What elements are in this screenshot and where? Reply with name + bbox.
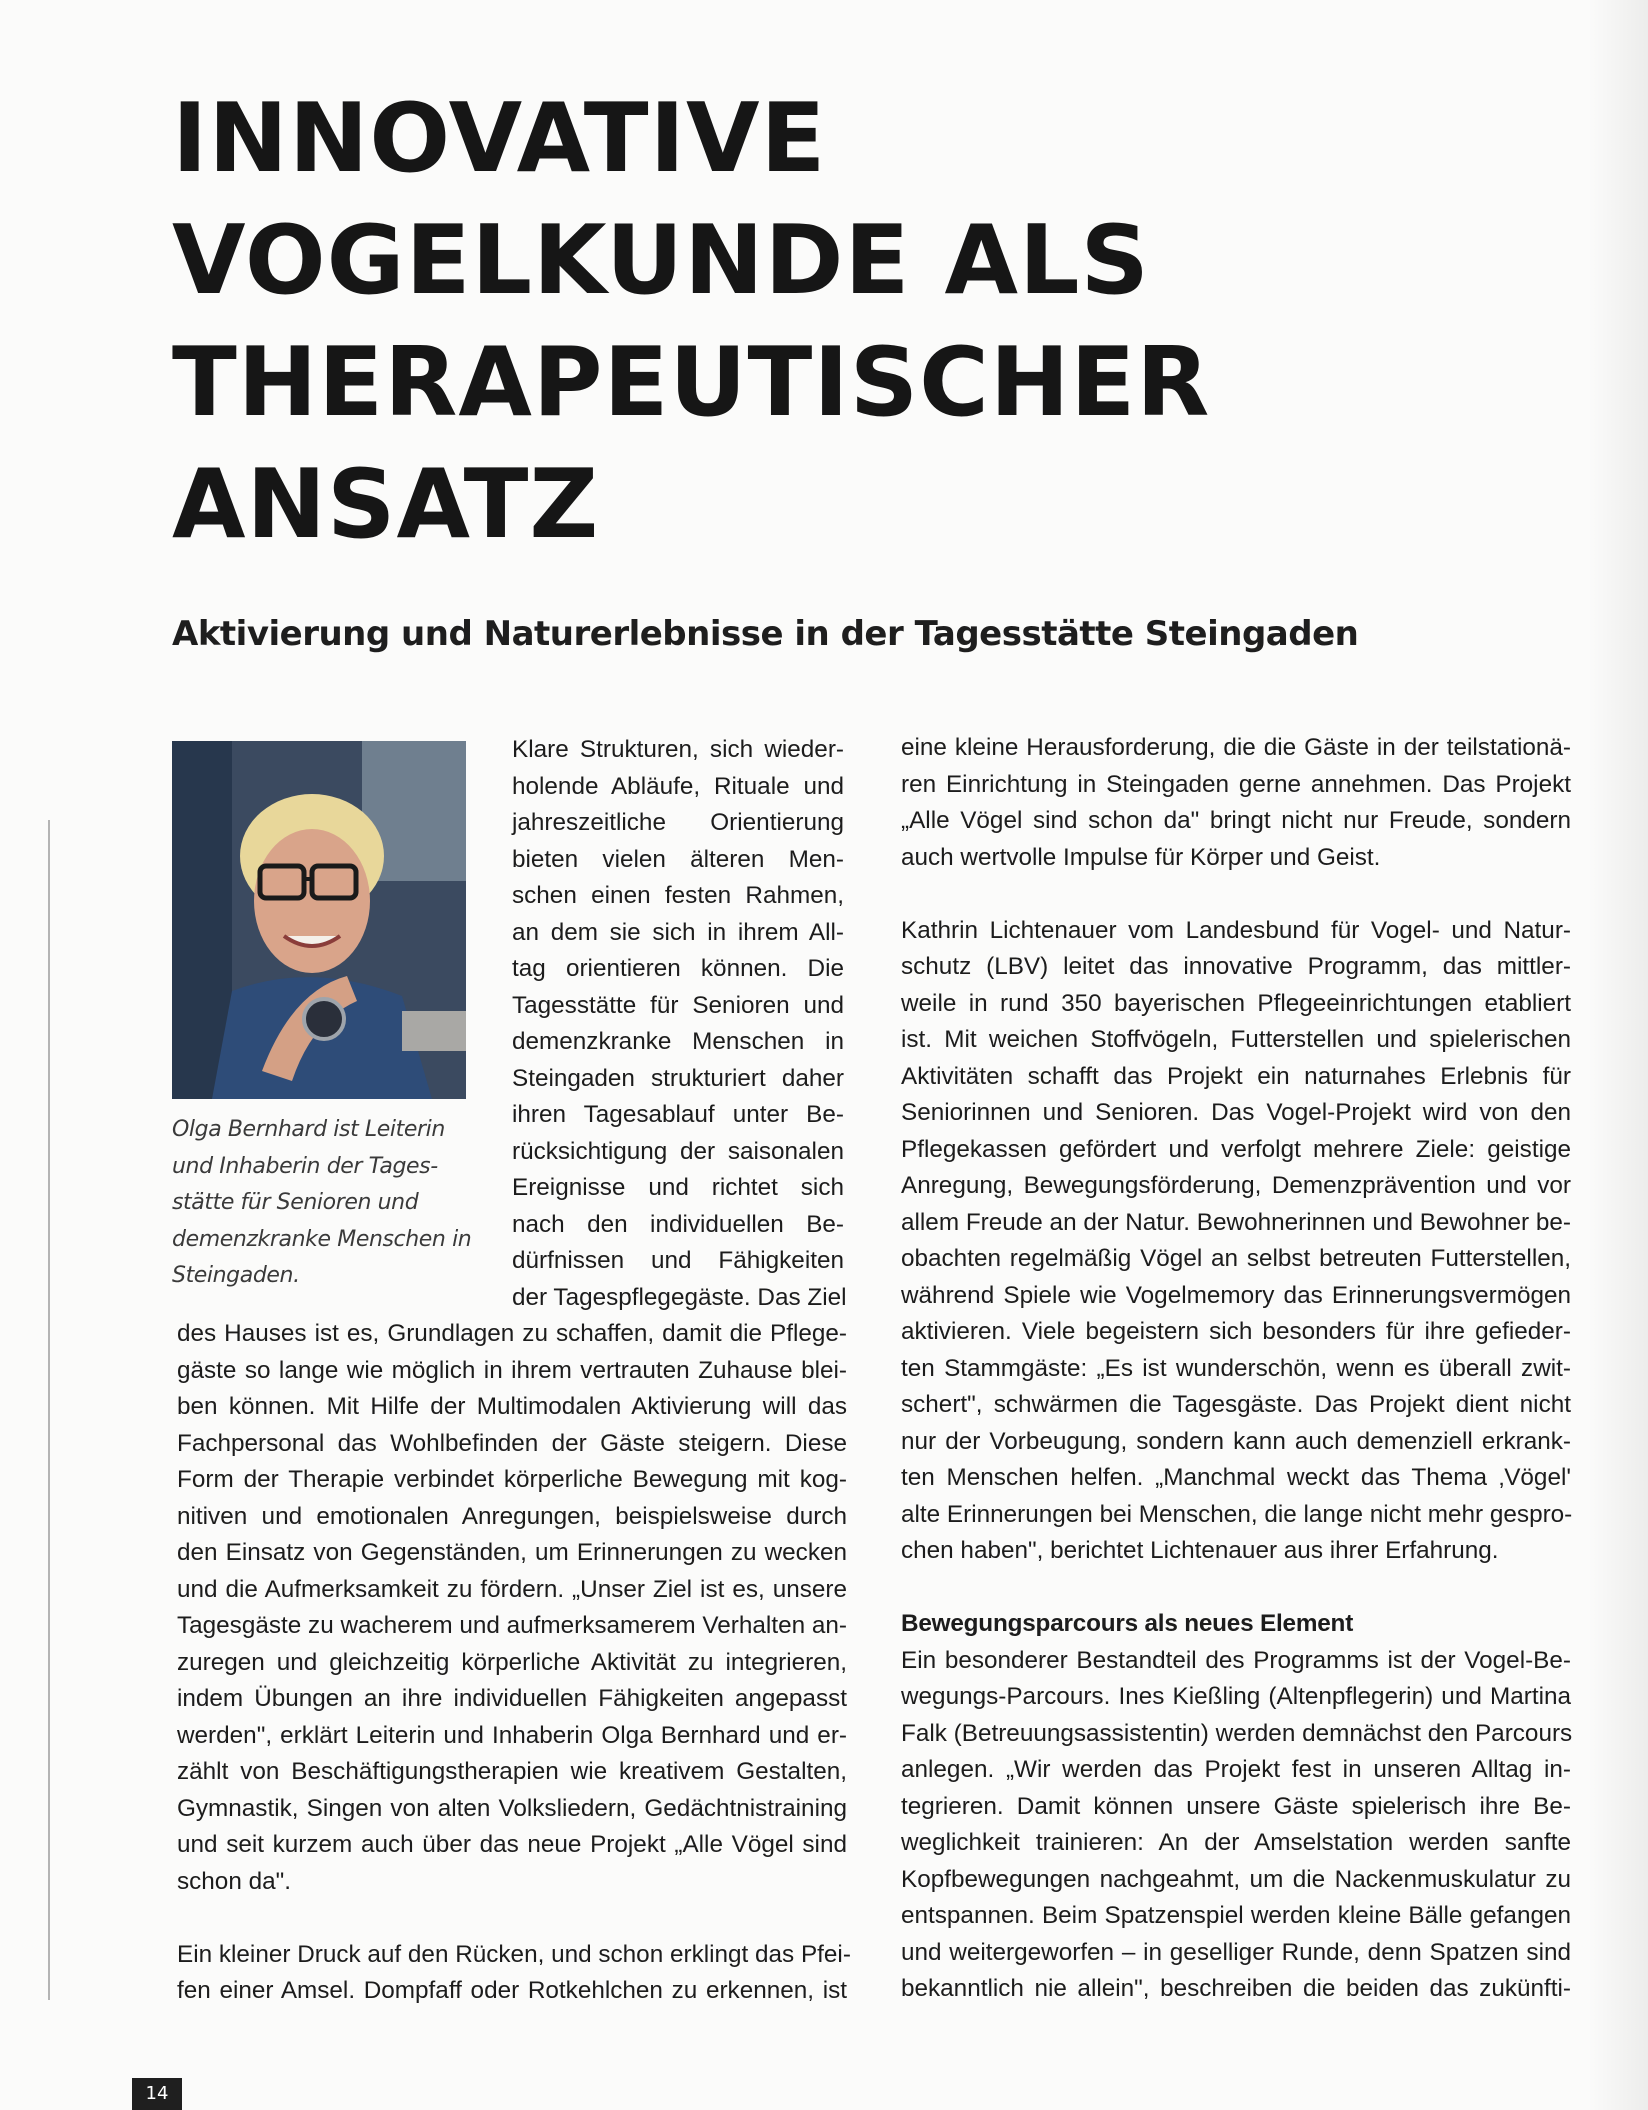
text-line: rücksichtigung der saisonalen [512,1137,844,1165]
photo-caption [172,1112,472,1295]
text-line: den Einsatz von Gegenständen, um Erinnerungen zu wecken [177,1539,847,1566]
text-line: an dem sie sich in ihrem All- [512,918,844,946]
text-line: aktivieren. Viele begeistern sich besonders für ihre gefieder- [901,1318,1571,1345]
text-line: Pflegekassen gefördert und verfolgt mehrere Ziele: geistige [901,1135,1571,1163]
caption-line: Steingaden. [172,1263,300,1288]
text-line: Tagesgäste zu wacherem und aufmerksamerem Verhalten an- [177,1612,847,1639]
text-line: gäste so lange wie möglich in ihrem vertrauten Zuhause blei- [177,1356,847,1384]
text-line: tegrieren. Damit können unsere Gäste spielerisch ihre Be- [901,1792,1571,1820]
text-line: ren Einrichtung in Steingaden gerne annehmen. Das Projekt [901,770,1571,798]
text-line: weile in rund 350 bayerischen Pflegeeinrichtungen etabliert [901,989,1571,1017]
text-line: Aktivitäten schafft das Projekt ein naturnahes Erlebnis für [901,1062,1571,1090]
text-line: schon da". [177,1867,291,1895]
text-line: chen haben", berichtet Lichtenauer aus ihrer Erfahrung. [901,1537,1499,1564]
text-line: indem Übungen an ihre individuellen Fähigkeiten angepasst [177,1685,847,1712]
text-line: anlegen. „Wir werden das Projekt fest in unseren Alltag in- [901,1756,1571,1783]
text-line: Kopfbewegungen nachgeahmt, um die Nackenmuskulatur zu [901,1865,1571,1893]
text-line: werden", erklärt Leiterin und Inhaberin Olga Bernhard und er- [177,1721,847,1749]
text-line: nach den individuellen Be- [512,1210,844,1238]
text-line: Ein besonderer Bestandteil des Programms ist der Vogel-Be- [901,1646,1571,1674]
article-subtitle: Aktivierung und Naturerlebnisse in der Tagesstätte Steingaden [172,614,1359,654]
portrait-photo [172,741,466,1099]
text-line: Falk (Betreuungsassistentin) werden demnächst den Parcours [901,1719,1573,1747]
text-line: tag orientieren können. Die [512,955,844,982]
text-line: weglichkeit trainieren: An der Amselstation werden sanfte [901,1829,1571,1856]
intro-paragraph [512,732,847,1316]
text-line: und weitergeworfen – in geselliger Runde, denn Spatzen sind [901,1938,1571,1966]
text-line: Gymnastik, Singen von alten Volksliedern, Gedächtnistraining [177,1794,847,1822]
section-heading: Bewegungsparcours als neues Element [901,1610,1354,1637]
text-line: zuregen und gleichzeitig körperliche Aktivität zu integrieren, [177,1648,847,1676]
text-line: wegungs-Parcours. Ines Kießling (Altenpflegerin) und Martina [901,1683,1571,1710]
text-line: der Tagespflegegäste. Das Ziel [512,1283,847,1311]
text-line: „Alle Vögel sind schon da" bringt nicht nur Freude, sondern [901,807,1571,834]
text-line: bekanntlich nie allein", beschreiben die beiden das zukünfti- [901,1975,1571,2002]
text-line: holende Abläufe, Rituale und [512,772,844,800]
text-line: Anregung, Bewegungsförderung, Demenzprävention und vor [901,1172,1571,1199]
text-line: Ein kleiner Druck auf den Rücken, und schon erklingt das Pfei- [177,1940,851,1968]
text-line: des Hauses ist es, Grundlagen zu schaffen, damit die Pflege- [177,1320,847,1347]
text-line: entspannen. Beim Spatzenspiel werden kleine Bälle gefangen [901,1902,1571,1929]
paragraph-gap [901,876,1571,913]
text-line: demenzkranke Menschen in [512,1028,844,1055]
text-line: Klare Strukturen, sich wieder- [512,736,844,763]
text-line: schen einen festen Rahmen, [512,882,844,909]
text-line: auch wertvolle Impulse für Körper und Geist. [901,843,1381,871]
text-line: allem Freude an der Natur. Bewohnerinnen und Bewohner be- [901,1208,1571,1236]
text-line: und die Aufmerksamkeit zu fördern. „Unser Ziel ist es, unsere [177,1575,847,1603]
text-line: eine kleine Herausforderung, die die Gäste in der teilstationä- [901,734,1571,761]
caption-line: und Inhaberin der Tages- [172,1153,438,1179]
text-line: Steingaden strukturiert daher [512,1064,844,1092]
article-title: INNOVATIVE VOGELKUNDE ALS THERAPEUTISCHER ANSATZ [172,84,1211,560]
text-line: nur der Vorbeugung, sondern kann auch demenziell erkrank- [901,1427,1571,1455]
text-line: ten Menschen helfen. „Manchmal weckt das Thema ‚Vögel' [901,1464,1571,1491]
text-line: Tagesstätte für Senioren und [512,991,844,1019]
text-line: Kathrin Lichtenauer vom Landesbund für Vogel- und Natur- [901,916,1571,944]
text-line: ten Stammgäste: „Es ist wunderschön, wenn es überall zwit- [901,1354,1571,1382]
text-line: dürfnissen und Fähigkeiten [512,1247,844,1274]
text-line: Fachpersonal das Wohlbefinden der Gäste steigern. Diese [177,1429,847,1457]
text-line: ben können. Mit Hilfe der Multimodalen Aktivierung will das [177,1393,847,1420]
body-column-right [901,730,1571,2008]
text-line: Ereignisse und richtet sich [512,1174,844,1201]
text-line: nitiven und emotionalen Anregungen, beispielsweise durch [177,1502,847,1530]
paragraph-gap [901,1570,1571,1607]
caption-line: demenzkranke Menschen in [172,1226,472,1252]
text-line: obachten regelmäßig Vögel an selbst betreuten Futterstellen, [901,1245,1571,1272]
text-line: während Spiele wie Vogelmemory das Erinnerungsvermögen [901,1281,1571,1309]
scan-margin-line [48,820,50,2000]
page-number: 14 [132,2078,182,2110]
caption-line: stätte für Senioren und [172,1190,419,1215]
paragraph-gap [177,1900,847,1937]
text-line: fen einer Amsel. Dompfaff oder Rotkehlchen zu erkennen, ist [177,1977,847,2004]
text-line: und seit kurzem auch über das neue Projekt „Alle Vögel sind [177,1831,847,1858]
text-line: alte Erinnerungen bei Menschen, die lange nicht mehr gespro- [901,1500,1573,1528]
text-line: ihren Tagesablauf unter Be- [512,1101,844,1128]
text-line: jahreszeitliche Orientierung [512,809,844,836]
text-line: zählt von Beschäftigungstherapien wie kreativem Gestalten, [177,1758,847,1785]
caption-line: Olga Bernhard ist Leiterin [172,1117,445,1142]
text-line: Seniorinnen und Senioren. Das Vogel-Projekt wird von den [901,1099,1571,1126]
text-line: ist. Mit weichen Stoffvögeln, Futterstellen und spielerischen [901,1026,1571,1053]
text-line: schutz (LBV) leitet das innovative Programm, das mittler- [901,953,1571,980]
text-line: bieten vielen älteren Men- [512,845,844,873]
text-line: Form der Therapie verbindet körperliche Bewegung mit kog- [177,1466,847,1493]
text-line: schert", schwärmen die Tagesgäste. Das Projekt dient nicht [901,1391,1571,1418]
page-edge-shadow [1588,0,1648,2110]
body-column-left [177,1316,851,2010]
